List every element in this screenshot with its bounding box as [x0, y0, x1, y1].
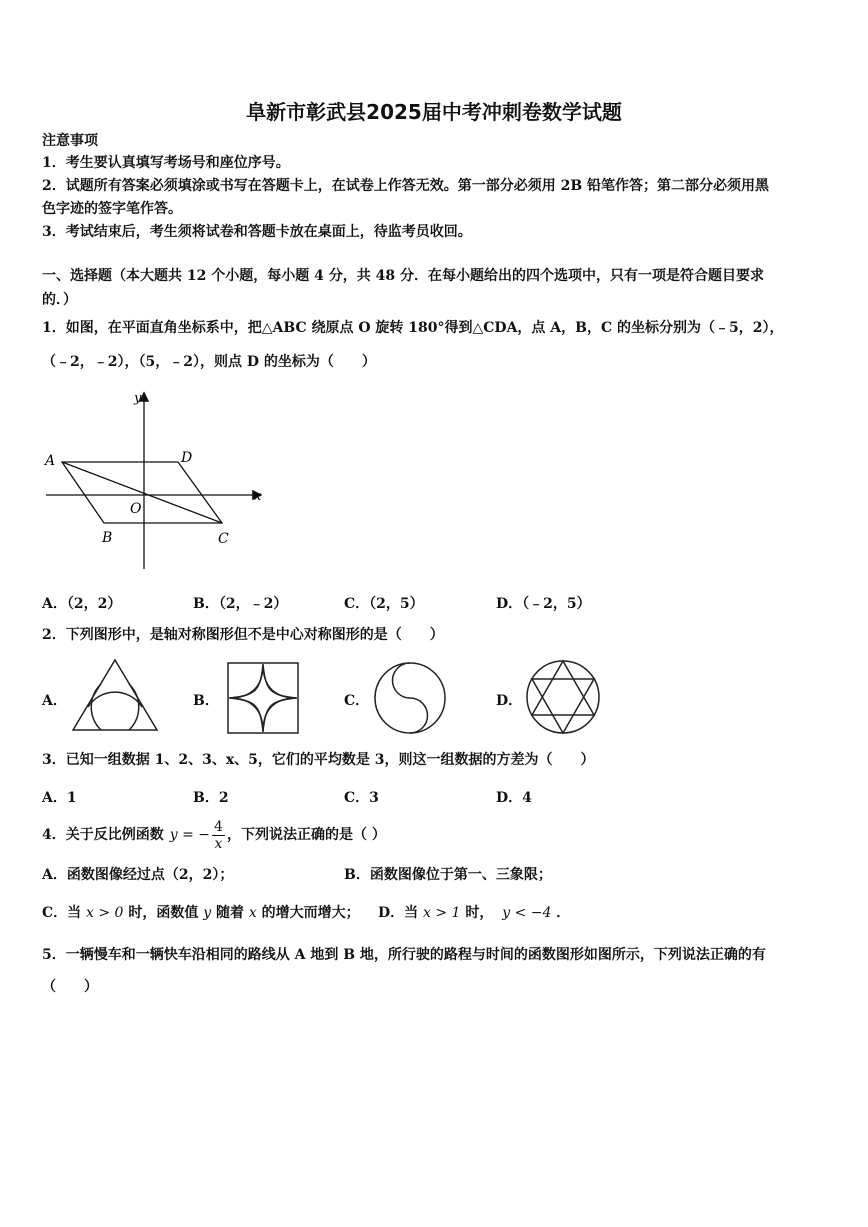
q2-figure-d-hexagram-circle	[524, 658, 602, 736]
notice-item-1: 1．考生要认真填写考场号和座位序号。	[42, 155, 290, 171]
q4-option-c-text2: 随着	[216, 905, 245, 921]
q4-stem-before: 4．关于反比例函数	[42, 827, 164, 843]
notice-item-2: 2．试题所有答案必须填涂或书写在答题卡上，在试卷上作答无效。第一部分必须用 2B 铅笔作答；第二部分必须用黑	[42, 178, 770, 194]
q4-option-d-result: y < −4	[502, 905, 552, 921]
q4-option-d-end: ．	[556, 905, 571, 921]
q4-stem	[42, 815, 386, 855]
label-c: C	[218, 531, 229, 547]
q3-option-c: C．3	[344, 790, 379, 806]
diagonal-ac	[62, 462, 222, 523]
section-heading: 一、选择题（本大题共 12 个小题，每小题 4 分，共 48 分．在每小题给出的四个选项中，只有一项是符合题目要求	[42, 268, 764, 284]
q3-option-a: A．1	[42, 790, 77, 806]
q4-option-c-y: y	[203, 905, 212, 921]
q4-option-c-prefix: C．当	[42, 905, 82, 921]
notice-heading: 注意事项	[42, 133, 98, 149]
q1-option-b: B．（2，﹣2）	[193, 596, 288, 612]
q1-stem: 1．如图，在平面直角坐标系中，把△ABC 绕原点 O 旋转 180°得到△CDA，点 A，B，C 的坐标分别为（﹣5，2），	[42, 320, 784, 336]
q4-option-a: A．函数图像经过点（2，2）；	[42, 867, 234, 883]
q4-option-c-text3: 的增大而增大；	[261, 905, 360, 921]
q4-fraction-numerator: 4	[214, 818, 223, 835]
q1-option-c: C．（2，5）	[344, 596, 424, 612]
q4-option-d-prefix: D．当	[378, 905, 419, 921]
label-x: x	[254, 489, 262, 504]
label-d: D	[181, 450, 193, 466]
q2-option-b-label: B．	[193, 693, 219, 709]
q4-option-d-condition: x > 1	[423, 905, 461, 921]
q2-figure-a-triangle-arcs	[70, 657, 160, 733]
q2-option-a-label: A．	[42, 693, 67, 709]
q4-fraction	[212, 819, 225, 852]
label-y: y	[134, 391, 142, 406]
q3-stem: 3．已知一组数据 1、2、3、x、5，它们的平均数是 3，则这一组数据的方差为（ ）	[42, 752, 595, 768]
q5-stem: 5．一辆慢车和一辆快车沿相同的路线从 A 地到 B 地，所行驶的路程与时间的函数图形如图所示，下列说法正确的有	[42, 947, 766, 963]
label-b: B	[102, 530, 113, 546]
q1-option-a: A．（2，2）	[42, 596, 122, 612]
q4-option-c	[42, 902, 360, 924]
q2-stem: 2．下列图形中，是轴对称图形但不是中心对称图形的是（ ）	[42, 627, 444, 643]
q4-option-d	[378, 902, 570, 924]
q1-option-d: D．（﹣2，5）	[496, 596, 591, 612]
page-title: 阜新市彰武县2025届中考冲刺卷数学试题	[246, 100, 622, 124]
q4-option-c-x: x	[248, 905, 257, 921]
section-heading-cont: 的．）	[42, 292, 77, 308]
notice-item-2-cont: 色字迹的签字笔作答。	[42, 201, 182, 217]
q3-option-d: D．4	[496, 790, 532, 806]
q4-fraction-denominator: x	[214, 835, 223, 852]
q4-option-b: B．函数图像位于第一、三象限；	[344, 867, 552, 883]
q2-option-d-label: D．	[496, 693, 523, 709]
q4-stem-after: ，下列说法正确的是（ ）	[226, 827, 386, 843]
q1-stem-cont: （﹣2，﹣2），（5，﹣2），则点 D 的坐标为（ ）	[42, 354, 376, 370]
q4-formula-lhs: y = −	[169, 827, 211, 843]
label-a: A	[45, 453, 56, 469]
q4-option-c-text: 时，函数值	[128, 905, 199, 921]
q4-option-d-text: 时，	[465, 905, 494, 921]
notice-item-3: 3．考试结束后，考生须将试卷和答题卡放在桌面上，待监考员收回。	[42, 224, 472, 240]
q5-stem-cont: （ ）	[42, 979, 98, 995]
q2-figure-c-yin-yang	[372, 660, 448, 736]
label-o: O	[130, 501, 142, 517]
q2-figure-b-square-star	[226, 661, 300, 735]
q1-coordinate-figure	[42, 386, 268, 572]
q2-option-c-label: C．	[344, 693, 370, 709]
q4-option-c-condition: x > 0	[86, 905, 124, 921]
q3-option-b: B．2	[193, 790, 229, 806]
